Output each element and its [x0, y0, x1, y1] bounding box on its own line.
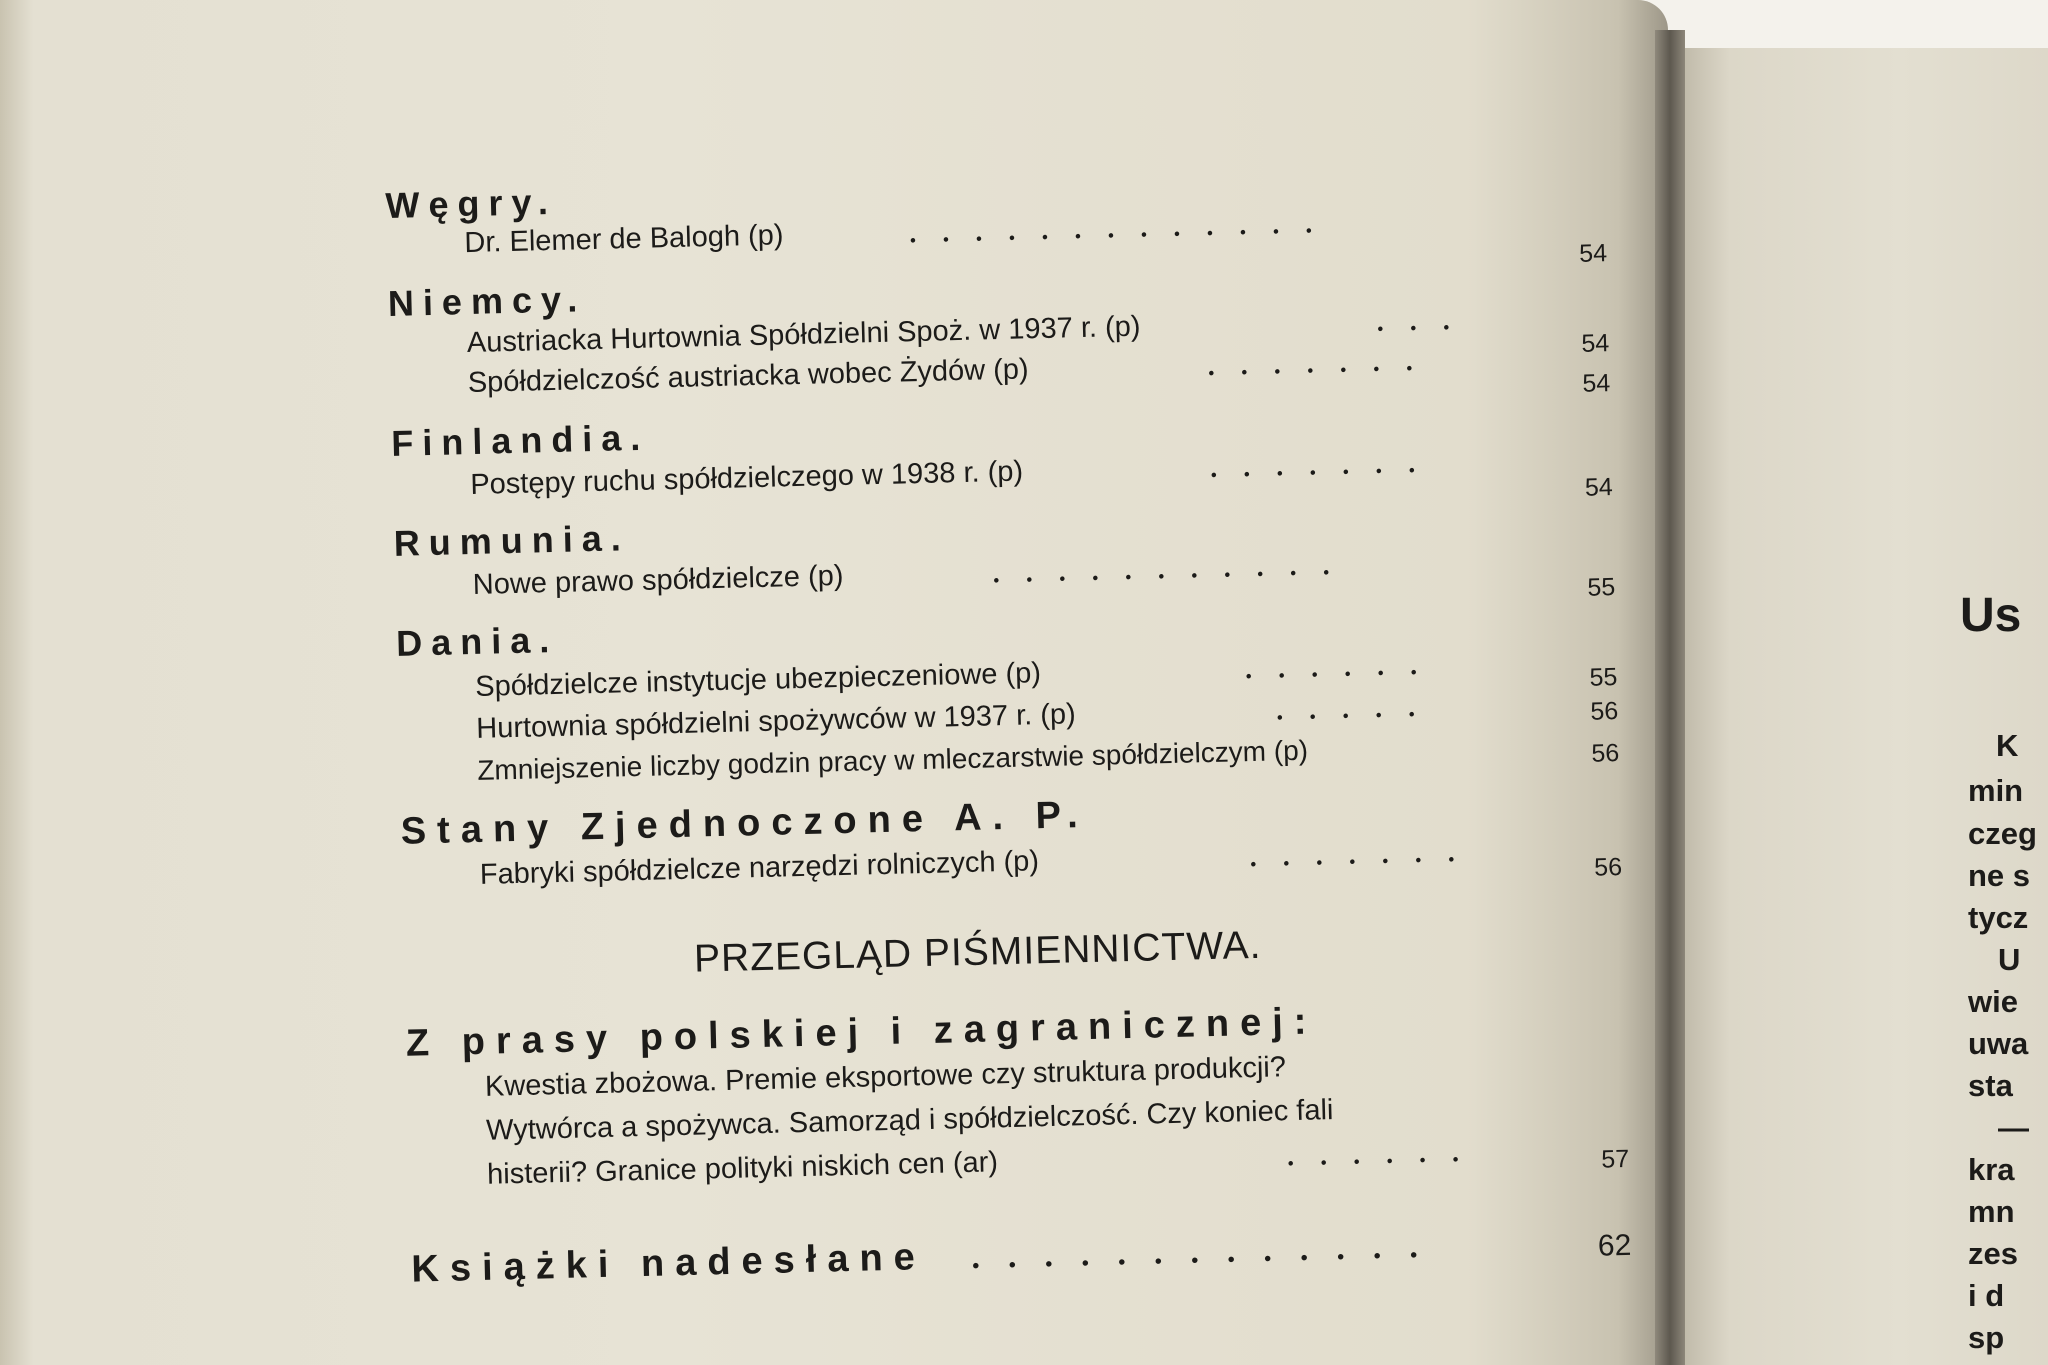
toc-entry-page: 54 — [1582, 369, 1611, 398]
right-page-line: tycz — [1968, 900, 2029, 935]
right-page-line: min — [1968, 773, 2024, 808]
toc-entry-page: 56 — [1593, 852, 1623, 882]
leader-dots: ............. — [908, 207, 1339, 250]
leader-dots: ............. — [970, 1227, 1447, 1276]
section-heading-finlandia: Finlandia. — [390, 416, 650, 464]
toc-entry-title: Hurtownia spółdzielni spożywców w 1937 r. (p) — [475, 698, 1077, 745]
toc-entry-page: 55 — [1587, 573, 1616, 602]
section-heading-dania: Dania. — [395, 618, 559, 664]
toc-entry-page: 62 — [1597, 1228, 1632, 1263]
section-heading-prasa: Z prasy polskiej i zagranicznej: — [405, 1000, 1318, 1065]
right-page-line: U — [1998, 942, 2021, 977]
toc-entry-title: histerii? Granice polityki niskich cen (ar) — [486, 1146, 999, 1191]
toc-entry-title: Fabryki spółdzielcze narzędzi rolniczych (p) — [479, 845, 1040, 891]
section-heading-wegry: Węgry. — [385, 180, 558, 226]
toc-entry-page: 55 — [1589, 663, 1618, 692]
right-page-line: — — [1998, 1110, 2029, 1145]
toc-entry-page: 54 — [1581, 329, 1610, 358]
leader-dots: ....... — [1207, 345, 1439, 382]
toc-entry — [472, 541, 1615, 609]
right-page-line: i d — [1968, 1278, 2005, 1313]
right-page-line: czeg — [1968, 816, 2037, 851]
toc-entry-page: 57 — [1601, 1144, 1630, 1174]
toc-entry-title: Postępy ruchu spółdzielczego w 1938 r. (p) — [469, 455, 1024, 501]
toc-entry-title: Nowe prawo spółdzielcze (p) — [472, 559, 844, 601]
toc-entry-page: 56 — [1590, 697, 1619, 726]
toc-entry-title: Spółdzielczość austriacka wobec Żydów (p) — [467, 353, 1029, 400]
leader-dots: ... — [1376, 304, 1476, 338]
toc-entry-page: 54 — [1578, 239, 1608, 268]
right-page-line: mn — [1968, 1194, 2015, 1229]
toc-entry-title: Austriacka Hurtownia Spółdzielni Spoż. w 1937 r. (p) — [466, 310, 1141, 360]
right-page-heading: Us — [1960, 589, 2022, 642]
right-page-line: K — [1996, 728, 2019, 763]
section-heading-niemcy: Niemcy. — [387, 278, 587, 324]
right-page-line: ne s — [1968, 858, 2031, 893]
leader-dots: ....... — [1209, 447, 1442, 484]
section-heading-ksiazki: Książki nadesłane — [410, 1236, 927, 1291]
book-gutter — [1655, 30, 1685, 1365]
toc-entry-title: Kwestia zbożowa. Premie eksportowe czy struktura produkcji? — [484, 1051, 1287, 1103]
right-page-line: zes — [1968, 1236, 2018, 1271]
right-page — [1678, 48, 2048, 1365]
right-page-line: uwa — [1968, 1026, 2029, 1061]
right-page-line: sta — [1968, 1068, 2013, 1103]
toc-entry-title: Wytwórca a spożywca. Samorząd i spółdzielczość. Czy koniec fali — [485, 1094, 1334, 1147]
toc-entry — [464, 199, 1607, 267]
toc-entry-title: Zmniejszenie liczby godzin pracy w mleczarstwie spółdzielczym (p) — [476, 734, 1309, 786]
right-page-line: sp — [1968, 1320, 2005, 1355]
table-of-contents — [385, 155, 1653, 1335]
right-page-line: kra — [1968, 1152, 2015, 1187]
toc-entry-ksiazki — [411, 1219, 1632, 1299]
leader-dots: ...... — [1286, 1136, 1486, 1173]
leader-dots: ....... — [1249, 836, 1482, 874]
section-heading-rumunia: Rumunia. — [393, 517, 631, 564]
leader-dots: ..... — [1275, 691, 1442, 727]
leader-dots: ........... — [992, 549, 1356, 590]
toc-entry-page: 54 — [1584, 473, 1614, 502]
toc-entry-page: 56 — [1591, 739, 1620, 768]
toc-entry-title: Spółdzielcze instytucje ubezpieczeniowe (p) — [474, 657, 1042, 703]
section-title-przeglad: PRZEGLĄD PIŚMIENNICTWA. — [693, 923, 1262, 981]
leader-dots: ...... — [1244, 649, 1444, 686]
right-page-line: wie — [1968, 984, 2018, 1019]
toc-entry-title: Dr. Elemer de Balogh (p) — [464, 219, 784, 260]
section-heading-stany: Stany Zjednoczone A. P. — [400, 794, 1090, 853]
